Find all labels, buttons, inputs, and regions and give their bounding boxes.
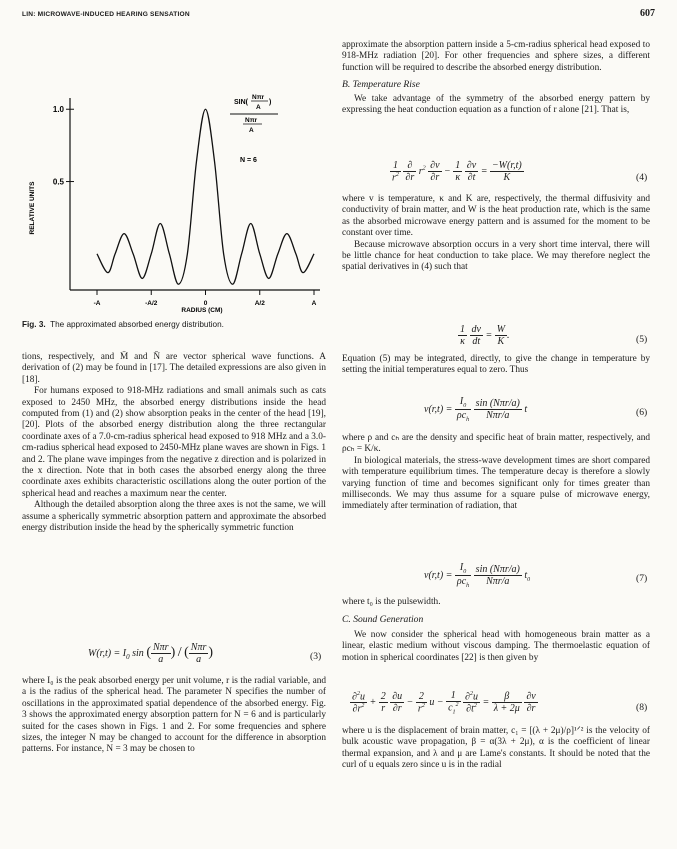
y-tick-label: 0.5: [52, 177, 64, 187]
equation-8-number: (8): [636, 702, 648, 713]
paragraph: Although the detailed absorption along the three axes is not the same, we will assume a spherically symmetric absorption pattern and approximate the absorbed energy distribution inside the head by the spherically symmetric function: [22, 500, 326, 534]
y-axis-label: RELATIVE UNITS: [29, 181, 36, 235]
figure-caption: [22, 320, 224, 329]
equation-6: v(r,t) = $\frac{I_0}{\rho c_h}$ $\frac{\text{sin (Nπr/a)}}{\text{Nπr/a}}$ t: [424, 396, 528, 423]
svg-text:Nπr: Nπr: [252, 94, 265, 101]
figure-3-chart: [22, 78, 332, 320]
series-line: [97, 109, 314, 284]
right-column-block-5: [342, 597, 650, 664]
right-column-block-1: [342, 40, 650, 116]
svg-text:Nπr: Nπr: [245, 117, 258, 124]
right-column-block-4: [342, 433, 650, 513]
svg-text:SIN(: SIN(: [234, 99, 248, 106]
formula-label: [230, 94, 278, 134]
section-heading-c: C. Sound Generation: [342, 614, 424, 626]
paragraph: We take advantage of the symmetry of the absorbed energy pattern by expressing the heat conduction equation as a function of r alone [21]. That is,: [342, 93, 650, 116]
running-title: LIN: MICROWAVE-INDUCED HEARING SENSATION: [22, 11, 190, 18]
equation-5: $\frac{1}{\kappa}$ $\frac{dv}{dt}$ = $\frac{W}{K}$ .: [460, 324, 510, 347]
paragraph: where v is temperature, κ and K are, respectively, the thermal diffusivity and conductivity of brain matter, and W is the heat production rate, which is the same as the absorbed microwave energy pattern and is assumed for the moment to be constant over time.: [342, 194, 650, 239]
paragraph: Equation (5) may be integrated, directly, to give the change in temperature by setting the initial temperatures equal to zero. Thus: [342, 354, 650, 376]
paragraph: For humans exposed to 918-MHz radiations and small animals such as cats exposed to 2450 MHz, the absorbed energy distributions inside the head computed from (1) and (2) show absorption peaks in the center of the head [19], [20]. Plots of the absorbed energy distribution along the three rectangular coordinate axes of a 7.0-cm-radius spherical head exposed to 918 MHz and a 3.0-cm-radius spherical head exposed to 2450-MHz plane waves are shown in Figs. 1 and 2. The plane wave impinges from the negative z direction and is polarized in the x direction. Note that in both cases the absorbed energy along the three coordinate axes exhibits characteristic oscillations along the outer portion of the spherical head and reaches a maximum near the center.: [22, 386, 326, 499]
paragraph: where t₀ is the pulsewidth.: [342, 597, 441, 607]
paragraph: In biological materials, the stress-wave development times are short compared with temperature equilibrium times. The temperature decay is therefore a slowly varying function of time and becomes significant only for times greater than milliseconds. We may thus assume for a square pulse of microwave energy, immediately after termination of radiation, that: [342, 455, 650, 512]
svg-text:A: A: [249, 127, 254, 134]
left-column-bottom: [22, 676, 326, 756]
left-column-top: [22, 352, 326, 535]
right-column-block-6: [342, 726, 650, 772]
n-label: N = 6: [240, 157, 257, 164]
paragraph: approximate the absorption pattern inside a 5-cm-radius spherical head exposed to 918-MHz radiation [20]. For other frequencies and sphere sizes, a different function will be required to describe the absorbed energy distribution.: [342, 40, 650, 73]
section-heading-b: B. Temperature Rise: [342, 79, 420, 91]
caption-label: Fig. 3.: [22, 320, 46, 329]
equation-7: v(r,t) = $\frac{I_0}{\rho c_h}$ $\frac{\text{sin (Nπr/a)}}{\text{Nπr/a}}$ $t_0$: [424, 562, 531, 589]
x-tick-label: -A/2: [145, 300, 158, 307]
x-tick-label: A/2: [254, 300, 265, 307]
x-tick-label: 0: [203, 300, 208, 307]
x-tick-label: -A: [93, 300, 101, 307]
equation-4: $\frac{1}{r^2}$ $\frac{\partial}{\partial r}$ $r^2$ $\frac{\partial v}{\partial r}$ − $\frac{1}{\kappa}$ $\frac{\partial v}{\partial t}$ = $\frac{-W(r,t)}{K}$: [392, 160, 522, 184]
paragraph: where ρ and cₕ are the density and specific heat of brain matter, respectively, and ρcₕ = K/κ.: [342, 433, 650, 455]
equation-3-number: (3): [310, 651, 322, 662]
equation-5-number: (5): [636, 334, 648, 345]
paragraph: tions, respectively, and M̄ and N̄ are vector spherical wave functions. A derivation of (2) may be found in [17]. The detailed expressions are also given in [18].: [22, 352, 326, 385]
y-tick-label: 1.0: [52, 105, 64, 115]
equation-3: $W(r,t) = I_0$ sin ( $\frac{\text{Nπr}}{a}$ ) / ( $\frac{\text{Nπr}}{a}$ ): [88, 642, 214, 665]
x-tick-label: A: [311, 300, 317, 307]
equation-4-number: (4): [636, 172, 648, 183]
equation-6-number: (6): [636, 407, 648, 418]
right-column-block-2: [342, 194, 650, 274]
right-column-block-3: [342, 354, 650, 377]
paragraph: We now consider the spherical head with homogeneous brain matter as a linear, elastic medium without viscous damping. The thermoelastic equation of motion in spherical coordinates [22] is then given by: [342, 629, 650, 663]
paragraph: where u is the displacement of brain matter, c₁ = [(λ + 2μ)/ρ]¹ᐟ² is the velocity of bulk acoustic wave propagation, β = α(3λ + 2μ), α is the coefficient of linear thermal expansion, and λ and μ are Lame's constants. It should be noted that the curl of u equals zero since u is in the radial: [342, 726, 650, 771]
x-axis-label: RADIUS (CM): [181, 307, 223, 314]
svg-text:): ): [269, 99, 272, 106]
equation-8: $\frac{\partial^2u}{\partial r^2}$ + $\frac{2}{r}$ $\frac{\partial u}{\partial r}$ − $\frac{2}{r^2}$ u − $\frac{1}{c_1^2}$ $\frac{\partial^2u}{\partial t^2}$ = $\frac{\beta}{\lambda + 2\mu}$ $\frac{\partial v}{\partial r}$: [352, 690, 536, 716]
paragraph: Because microwave absorption occurs in a very short time interval, there will be little chance for heat conduction to take place. We may therefore neglect the spatial derivatives in (4) such that: [342, 239, 650, 273]
paragraph: where I₀ is the peak absorbed energy per unit volume, r is the radial variable, and a is the radius of the spherical head. The parameter N specifies the number of oscillations in the approximated spatial dependence of the absorbed energy. Fig. 3 shows the approximated energy absorption pattern for N = 6 and is particularly suited for the cases shown in Figs. 1 and 2. For some frequencies and sphere sizes, the integer N may be changed to account for the difference in absorption patterns. For instance, N = 3 may be chosen to: [22, 676, 326, 755]
caption-text: The approximated absorbed energy distribution.: [50, 320, 224, 329]
equation-7-number: (7): [636, 573, 648, 584]
svg-text:A: A: [256, 104, 261, 111]
page-number: 607: [640, 8, 655, 19]
